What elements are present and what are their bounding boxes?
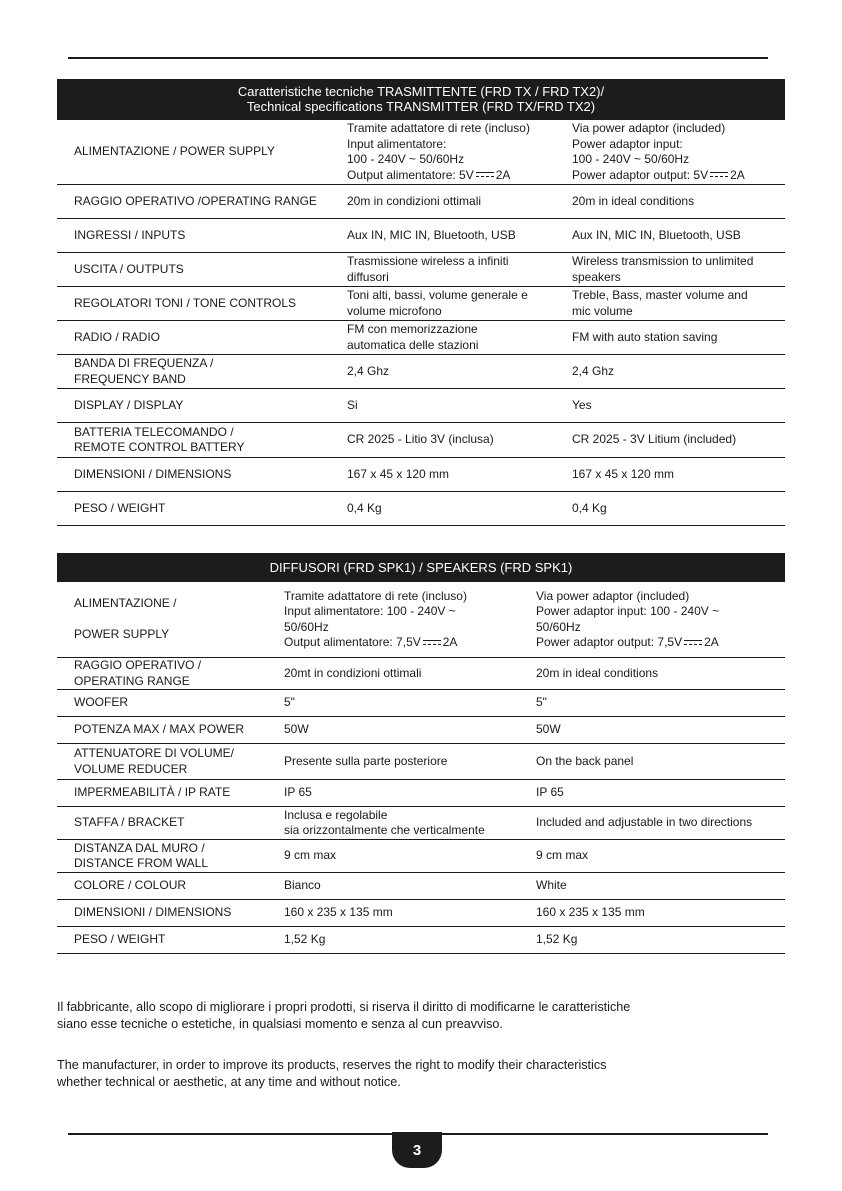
speakers-spec-row (57, 658, 785, 690)
spec-value-english (536, 722, 785, 738)
spec-label (57, 695, 284, 711)
spec-label (57, 596, 284, 643)
dc-symbol-icon (710, 171, 728, 179)
spec-label (57, 356, 347, 387)
spec-value-english-text: Included and adjustable in two directions (536, 815, 753, 830)
spec-value-english-text: 50W (536, 722, 561, 737)
spec-label-text: BATTERIA TELECOMANDO / REMOTE CONTROL BATTERY (74, 424, 245, 454)
spec-label (57, 905, 284, 921)
speakers-spec-row (57, 873, 785, 900)
spec-label (57, 144, 347, 160)
spec-value-italian-text: FM con memorizzazione automatica delle stazioni (347, 322, 479, 352)
spec-value-italian (347, 254, 572, 285)
spec-value-english (572, 254, 785, 285)
spec-value-italian-text: Bianco (284, 878, 321, 893)
speakers-spec-row (57, 744, 785, 780)
spec-value-italian-output-text: Output alimentatore: 5V (347, 167, 474, 182)
spec-value-italian-text: 0,4 Kg (347, 500, 382, 515)
spec-label (57, 785, 284, 801)
spec-label-text: USCITA / OUTPUTS (74, 261, 184, 276)
spec-value-english-text: CR 2025 - 3V Litium (included) (572, 432, 737, 447)
spec-value-english (572, 228, 785, 244)
spec-value-english-output-current: 2A (730, 167, 745, 182)
spec-value-italian-text: Presente sulla parte posteriore (284, 753, 448, 768)
spec-value-italian (284, 754, 536, 770)
spec-value-italian (347, 228, 572, 244)
dc-symbol-icon (476, 171, 494, 179)
spec-value-english-text: 0,4 Kg (572, 500, 607, 515)
speakers-title: DIFFUSORI (FRD SPK1) / SPEAKERS (FRD SPK1) (269, 560, 573, 575)
spec-value-english-text: FM with auto station saving (572, 329, 718, 344)
spec-value-english (572, 432, 785, 448)
transmitter-spec-row (57, 492, 785, 526)
spec-value-italian (347, 432, 572, 448)
transmitter-title-it: Caratteristiche tecniche TRASMITTENTE (FRD TX / FRD TX2)/ (237, 84, 605, 99)
spec-label (57, 841, 284, 872)
spec-value-english-output-text: Power adaptor output: 5V (572, 167, 709, 182)
spec-value-italian (284, 589, 536, 651)
top-rule (68, 57, 768, 59)
spec-value-english-text: 160 x 235 x 135 mm (536, 905, 645, 920)
speakers-table-header (57, 553, 785, 582)
spec-value-italian-text: Aux IN, MIC IN, Bluetooth, USB (347, 227, 516, 242)
spec-label-text: POTENZA MAX / MAX POWER (74, 722, 245, 737)
spec-value-english (536, 815, 785, 831)
spec-value-italian (284, 848, 536, 864)
spec-value-italian-text: Inclusa e regolabile sia orizzontalmente che verticalmente (284, 807, 485, 837)
spec-value-italian (284, 905, 536, 921)
spec-value-english-text: 5" (536, 695, 547, 710)
spec-value-english-text: Treble, Bass, master volume and mic volume (572, 288, 748, 318)
spec-label (57, 296, 347, 312)
spec-label-text: RAGGIO OPERATIVO /OPERATING RANGE (74, 193, 317, 208)
spec-value-italian (284, 878, 536, 894)
spec-value-english-text: Via power adaptor (included) Power adaptor input: 100 - 240V ~ 50/60Hz (572, 121, 726, 166)
spec-label (57, 815, 284, 831)
spec-value-english (572, 467, 785, 483)
spec-value-english-text: 2,4 Ghz (572, 363, 615, 378)
spec-value-english (572, 194, 785, 210)
transmitter-spec-row (57, 423, 785, 458)
spec-label-text: RADIO / RADIO (74, 329, 161, 344)
spec-value-english (536, 878, 785, 894)
spec-value-english (536, 785, 785, 801)
transmitter-spec-row (57, 458, 785, 492)
spec-value-english (536, 932, 785, 948)
spec-label-text: PESO / WEIGHT (74, 500, 166, 515)
spec-value-english (536, 666, 785, 682)
spec-value-italian (284, 808, 536, 839)
speakers-spec-table (57, 553, 785, 954)
spec-value-italian (284, 666, 536, 682)
spec-value-italian-output-text: Output alimentatore: 7,5V (284, 635, 421, 649)
spec-value-italian-text: 167 x 45 x 120 mm (347, 466, 450, 481)
spec-value-english (572, 121, 785, 183)
speakers-spec-row (57, 807, 785, 840)
spec-label-text: DISTANZA DAL MURO / DISTANCE FROM WALL (74, 840, 209, 870)
spec-value-italian (347, 322, 572, 353)
spec-value-italian-text: 1,52 Kg (284, 932, 326, 947)
spec-value-italian (347, 194, 572, 210)
speakers-spec-row (57, 927, 785, 954)
transmitter-spec-table (57, 79, 785, 526)
spec-value-italian-text: 20mt in condizioni ottimali (284, 665, 422, 680)
spec-value-english-text: 20m in ideal conditions (572, 193, 695, 208)
transmitter-spec-row (57, 253, 785, 287)
disclaimer-english: The manufacturer, in order to improve its products, reserves the right to modify their characteristics whether technical or aesthetic, at any time and without notice. (57, 1058, 607, 1089)
spec-label (57, 932, 284, 948)
spec-label-text: RAGGIO OPERATIVO / OPERATING RANGE (74, 658, 202, 688)
spec-value-english-text: Via power adaptor (included) Power adaptor input: 100 - 240V ~ 50/60Hz (536, 588, 720, 634)
spec-value-english-text: 167 x 45 x 120 mm (572, 466, 675, 481)
spec-value-english-output-current: 2A (704, 635, 719, 649)
speakers-spec-row (57, 582, 785, 658)
spec-value-italian-text: 2,4 Ghz (347, 363, 390, 378)
spec-value-italian (284, 695, 536, 711)
speakers-spec-row (57, 717, 785, 744)
spec-label (57, 425, 347, 456)
spec-value-italian-text: 5" (284, 695, 295, 710)
spec-value-english-text: White (536, 878, 567, 893)
transmitter-spec-row (57, 287, 785, 321)
transmitter-table-body (57, 120, 785, 526)
spec-value-italian (347, 364, 572, 380)
transmitter-spec-row (57, 185, 785, 219)
spec-value-english-text: Wireless transmission to unlimited speakers (572, 254, 754, 284)
spec-label (57, 398, 347, 414)
spec-value-italian (347, 398, 572, 414)
spec-label (57, 658, 284, 689)
spec-value-english (536, 848, 785, 864)
spec-value-italian (347, 467, 572, 483)
speakers-spec-row (57, 780, 785, 807)
spec-value-italian-text: CR 2025 - Litio 3V (inclusa) (347, 432, 494, 447)
spec-value-english (572, 501, 785, 517)
spec-value-italian (347, 501, 572, 517)
spec-value-italian-text: IP 65 (284, 785, 312, 800)
disclaimer-italian: Il fabbricante, allo scopo di migliorare i propri prodotti, si riserva il diritto di modificarne le caratteristiche siano esse tecniche o estetiche, in qualsiasi momento e senza al cun preavviso. (57, 1000, 631, 1031)
spec-value-italian (284, 932, 536, 948)
spec-label (57, 330, 347, 346)
page-number-tab (392, 1132, 442, 1168)
speakers-spec-row (57, 900, 785, 927)
spec-value-italian-text: Tramite adattatore di rete (incluso) Input alimentatore: 100 - 240V ~ 50/60Hz (347, 121, 530, 166)
spec-value-english (536, 905, 785, 921)
spec-label (57, 467, 347, 483)
spec-label (57, 746, 284, 777)
spec-label-text: BANDA DI FREQUENZA / FREQUENCY BAND (74, 356, 214, 386)
spec-label-text: PESO / WEIGHT (74, 932, 166, 947)
spec-value-english (536, 754, 785, 770)
dc-symbol-icon (423, 639, 441, 647)
transmitter-table-header (57, 79, 785, 120)
spec-value-english-text: 9 cm max (536, 848, 589, 863)
spec-label-text: ATTENUATORE DI VOLUME/ VOLUME REDUCER (74, 746, 235, 776)
spec-value-italian-text: 160 x 235 x 135 mm (284, 905, 393, 920)
spec-label-text: DIMENSIONI / DIMENSIONS (74, 466, 232, 481)
spec-value-italian (284, 722, 536, 738)
spec-label (57, 228, 347, 244)
spec-label-text: WOOFER (74, 695, 128, 710)
spec-label (57, 878, 284, 894)
spec-value-italian (284, 785, 536, 801)
transmitter-spec-row (57, 389, 785, 423)
spec-label-text: DIMENSIONI / DIMENSIONS (74, 905, 232, 920)
spec-value-italian (347, 121, 572, 183)
spec-value-english (572, 288, 785, 319)
spec-value-english (572, 398, 785, 414)
spec-value-english-output-text: Power adaptor output: 7,5V (536, 635, 683, 649)
spec-value-italian-text: Si (347, 397, 358, 412)
spec-value-italian-text: 9 cm max (284, 848, 337, 863)
spec-label (57, 722, 284, 738)
speakers-table-body (57, 582, 785, 954)
transmitter-spec-row (57, 321, 785, 355)
spec-label-text: STAFFA / BRACKET (74, 815, 185, 830)
speakers-spec-row (57, 840, 785, 873)
spec-label (57, 262, 347, 278)
spec-label-text: ALIMENTAZIONE / POWER SUPPLY (74, 596, 177, 642)
page-number: 3 (412, 1141, 422, 1159)
spec-value-english (536, 695, 785, 711)
spec-label-text: REGOLATORI TONI / TONE CONTROLS (74, 295, 297, 310)
speakers-spec-row (57, 690, 785, 717)
spec-value-english-text: IP 65 (536, 785, 564, 800)
spec-label-text: DISPLAY / DISPLAY (74, 397, 184, 412)
transmitter-title-en: Technical specifications TRANSMITTER (FRD TX/FRD TX2) (246, 99, 596, 114)
spec-value-italian-text: 50W (284, 722, 309, 737)
spec-value-english (572, 330, 785, 346)
spec-value-italian-text: 20m in condizioni ottimali (347, 193, 482, 208)
spec-label-text: INGRESSI / INPUTS (74, 227, 186, 242)
spec-value-english-text: Yes (572, 397, 592, 412)
spec-value-italian-output-current: 2A (442, 635, 458, 649)
spec-value-english-text: 1,52 Kg (536, 932, 578, 947)
transmitter-spec-row (57, 219, 785, 253)
spec-label-text: IMPERMEABILITÀ / IP RATE (74, 785, 231, 800)
spec-label-text: ALIMENTAZIONE / POWER SUPPLY (74, 144, 275, 159)
dc-symbol-icon (684, 639, 702, 647)
spec-label (57, 501, 347, 517)
spec-label-text: COLORE / COLOUR (74, 878, 187, 893)
spec-value-english-text: 20m in ideal conditions (536, 665, 659, 680)
spec-value-english (572, 364, 785, 380)
spec-value-english-text: Aux IN, MIC IN, Bluetooth, USB (572, 227, 741, 242)
transmitter-spec-row (57, 355, 785, 389)
spec-value-english-text: On the back panel (536, 753, 634, 768)
spec-value-english (536, 589, 785, 651)
spec-label (57, 194, 347, 210)
transmitter-spec-row (57, 120, 785, 185)
spec-value-italian-text: Trasmissione wireless a infiniti diffusori (347, 254, 509, 284)
spec-value-italian (347, 288, 572, 319)
spec-value-italian-text: Toni alti, bassi, volume generale e volume microfono (347, 288, 528, 318)
spec-value-italian-output-current: 2A (495, 167, 511, 182)
spec-value-italian-text: Tramite adattatore di rete (incluso) Input alimentatore: 100 - 240V ~ 50/60Hz (284, 588, 467, 634)
